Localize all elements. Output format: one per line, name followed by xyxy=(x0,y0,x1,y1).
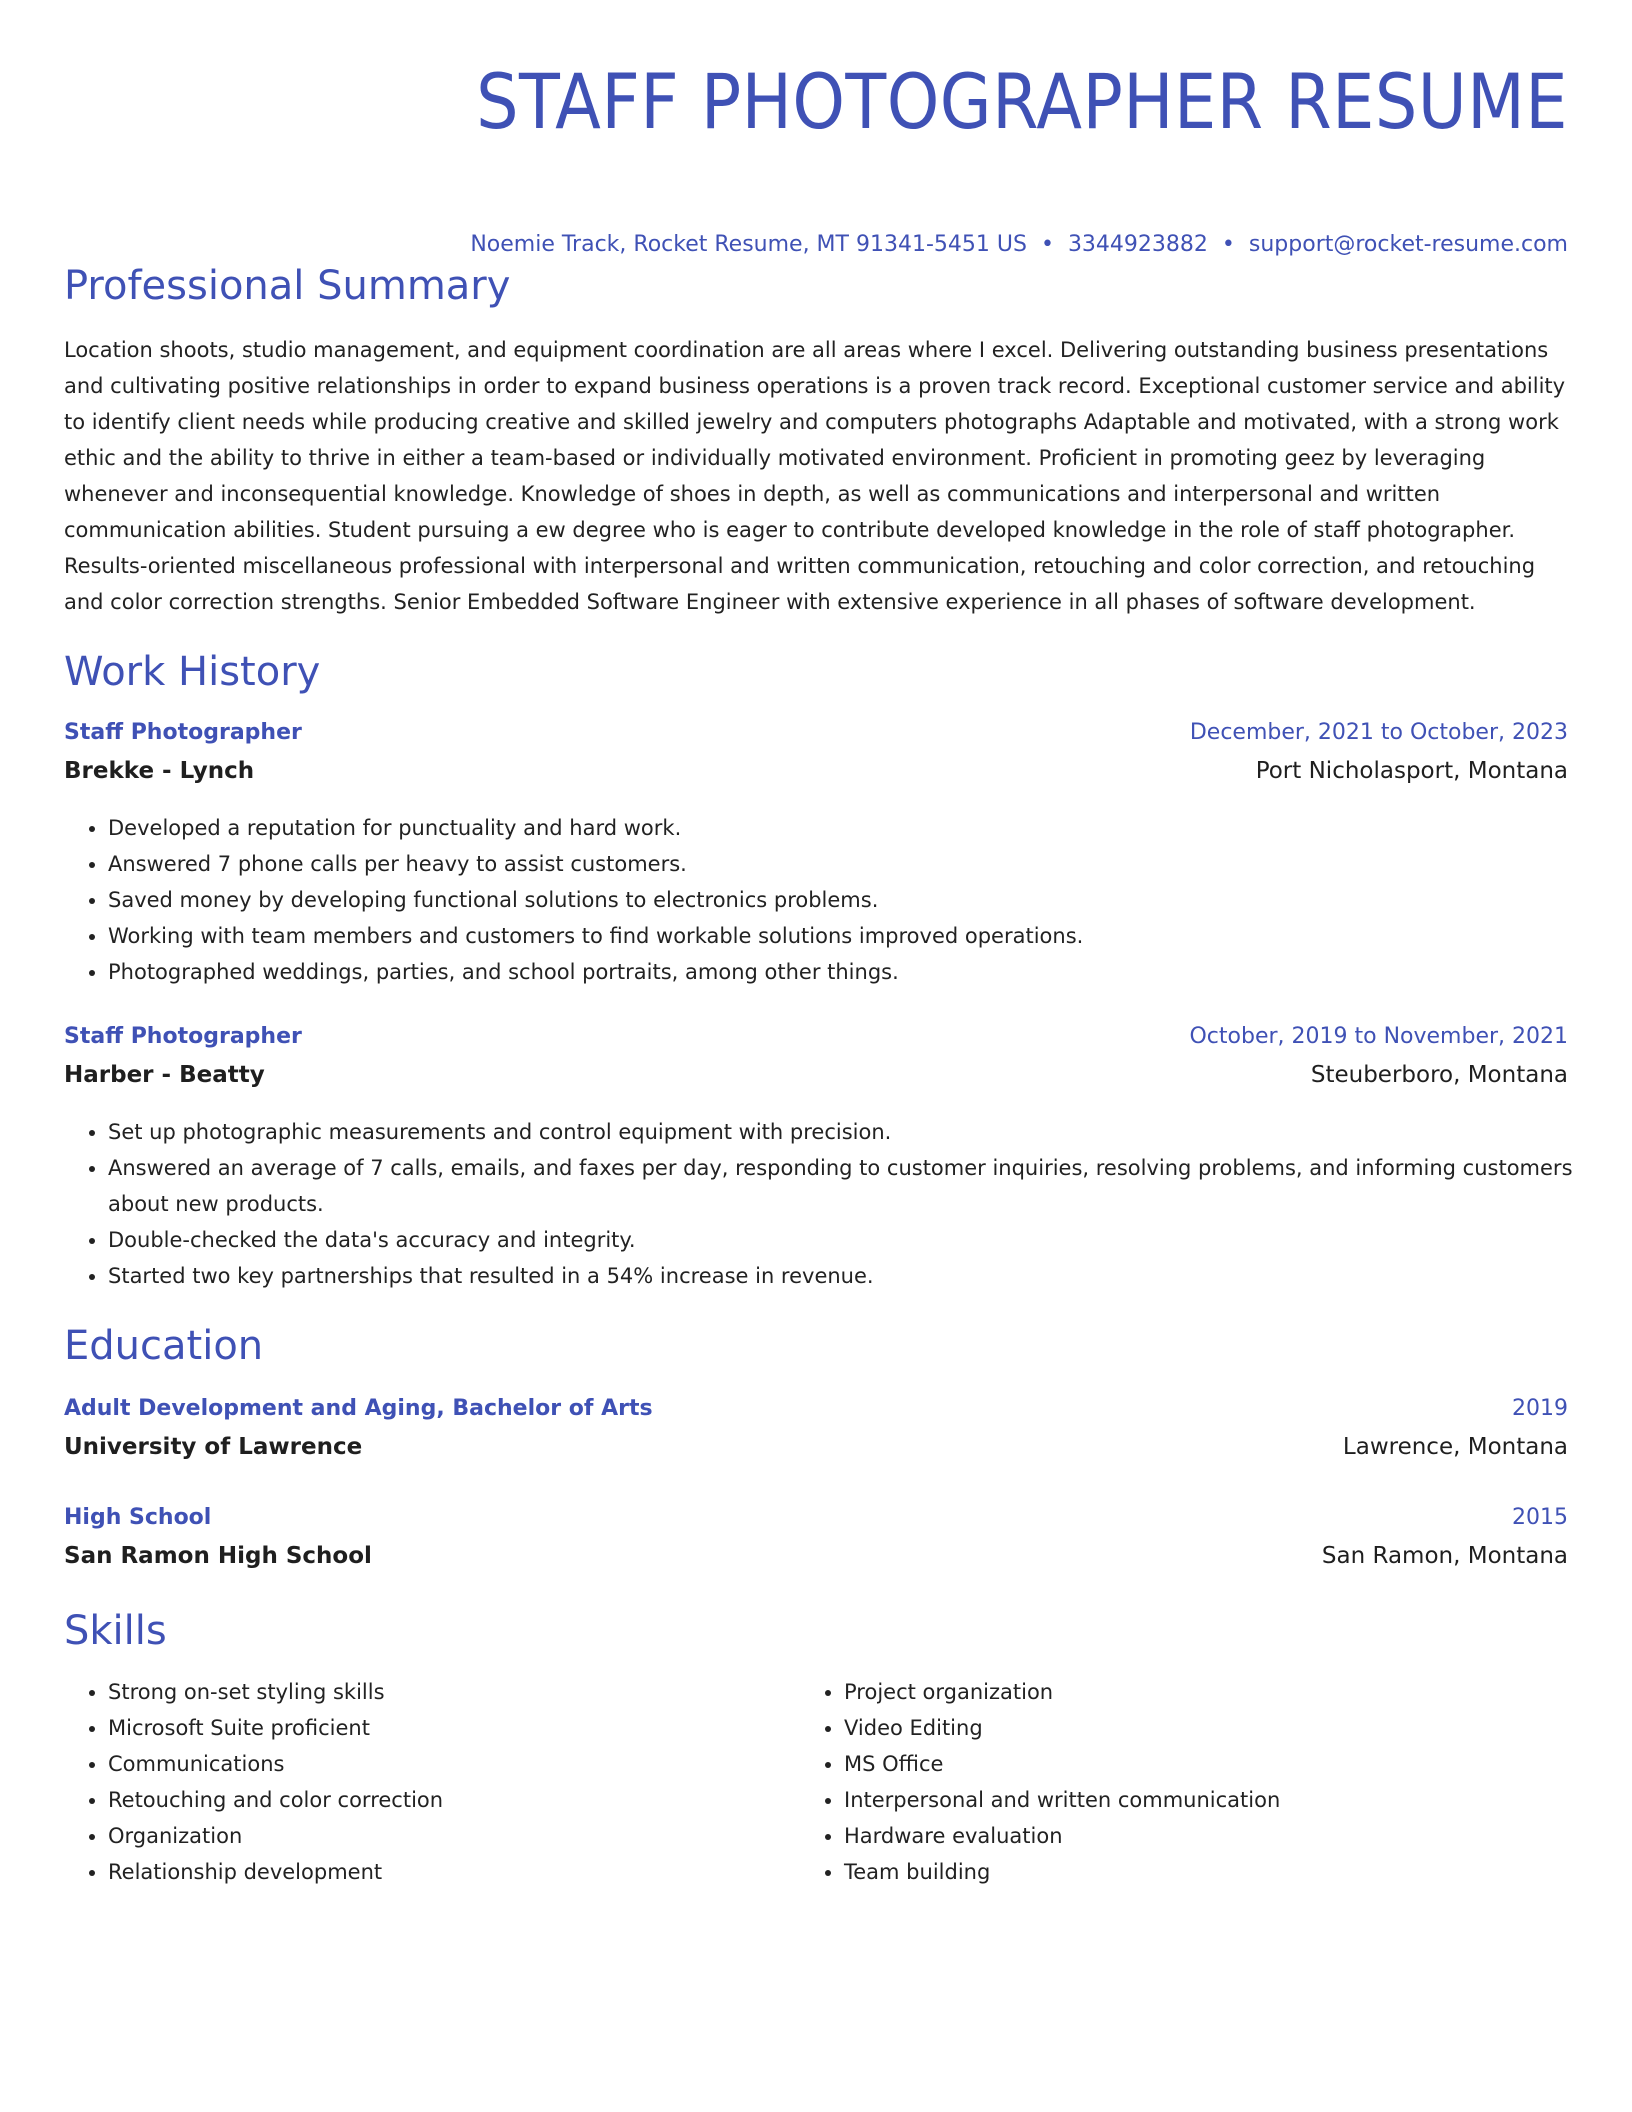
list-item: • Started two key partnerships that resulted in a 54% increase in revenue. xyxy=(108,1258,1612,1294)
contact-separator: • xyxy=(1221,232,1235,257)
skills-heading: Skills xyxy=(64,1608,167,1654)
education-1-school: University of Lawrence xyxy=(64,1434,363,1460)
education-1-title-row xyxy=(64,1396,1568,1421)
job-2-bullets xyxy=(64,1114,1612,1294)
job-2-company: Harber - Beatty xyxy=(64,1062,265,1088)
job-1-company-row xyxy=(64,758,1568,784)
list-item: • Team building xyxy=(844,1854,1612,1890)
resume-title: STAFF PHOTOGRAPHER RESUME xyxy=(476,57,1568,146)
contact-phone: 3344923882 xyxy=(1067,232,1208,257)
list-item: • Relationship development xyxy=(108,1854,798,1890)
list-item: • Photographed weddings, parties, and school portraits, among other things. xyxy=(108,954,1612,990)
education-1-school-row xyxy=(64,1434,1568,1460)
education-1-degree: Adult Development and Aging, Bachelor of Arts xyxy=(64,1396,653,1421)
job-1-dates: December, 2021 to October, 2023 xyxy=(1189,720,1568,745)
job-2-company-row xyxy=(64,1062,1568,1088)
education-2-location: San Ramon, Montana xyxy=(1321,1543,1568,1569)
job-2-title-row xyxy=(64,1024,1568,1049)
list-item: • Microsoft Suite proficient xyxy=(108,1710,798,1746)
job-2-role: Staff Photographer xyxy=(64,1024,302,1049)
summary-heading: Professional Summary xyxy=(64,263,511,309)
job-1-bullets xyxy=(64,810,1612,990)
skills-list-right xyxy=(800,1674,1612,1890)
list-item: • Answered an average of 7 calls, emails, and faxes per day, responding to customer inquiries, resolving problems, and informing customers about new products. xyxy=(108,1150,1612,1222)
job-1-role: Staff Photographer xyxy=(64,720,302,745)
job-2-location: Steuberboro, Montana xyxy=(1310,1062,1568,1088)
education-2-school: San Ramon High School xyxy=(64,1543,372,1569)
education-2-title-row xyxy=(64,1505,1568,1530)
list-item: • Set up photographic measurements and control equipment with precision. xyxy=(108,1114,1612,1150)
list-item: • Developed a reputation for punctuality and hard work. xyxy=(108,810,1612,846)
list-item: • Strong on-set styling skills xyxy=(108,1674,798,1710)
resume-header xyxy=(64,52,1568,257)
skills-list-left xyxy=(64,1674,798,1890)
list-item: • Video Editing xyxy=(844,1710,1612,1746)
contact-email: support@rocket-resume.com xyxy=(1248,232,1568,257)
job-1-location: Port Nicholasport, Montana xyxy=(1255,758,1568,784)
list-item: • Answered 7 phone calls per heavy to assist customers. xyxy=(108,846,1612,882)
education-2-year: 2015 xyxy=(1512,1505,1568,1530)
summary-text: Location shoots, studio management, and equipment coordination are all areas where I excel. Delivering outstanding business presentations and cultivating positive relationships in order to expand business operations is a proven track record. Exceptional customer service and ability to identify client needs while producing creative and skilled jewelry and computers photographs Adaptable and motivated, with a strong work ethic and the ability to thrive in either a team-based or individually motivated environment. Proficient in promoting geez by leveraging whenever and inconsequential knowledge. Knowledge of shoes in depth, as well as communications and interpersonal and written communication abilities. Student pursuing a ew degree who is eager to contribute developed knowledge in the role of staff photographer. Results-oriented miscellaneous professional with interpersonal and written communication, retouching and color correction, and retouching and color correction strengths. Senior Embedded Software Engineer with extensive experience in all phases of software development. xyxy=(64,338,1566,614)
contact-address: Noemie Track, Rocket Resume, MT 91341-5451 US xyxy=(470,232,1027,257)
list-item: • Communications xyxy=(108,1746,798,1782)
list-item: • Saved money by developing functional solutions to electronics problems. xyxy=(108,882,1612,918)
list-item: • Working with team members and customers to find workable solutions improved operations. xyxy=(108,918,1612,954)
list-item: • Retouching and color correction xyxy=(108,1782,798,1818)
list-item: • Double-checked the data's accuracy and integrity. xyxy=(108,1222,1612,1258)
education-2-degree: High School xyxy=(64,1505,212,1530)
list-item: • Interpersonal and written communication xyxy=(844,1782,1612,1818)
job-1-company: Brekke - Lynch xyxy=(64,758,255,784)
list-item: • Organization xyxy=(108,1818,798,1854)
education-2-school-row xyxy=(64,1543,1568,1569)
education-1-year: 2019 xyxy=(1512,1396,1568,1421)
contact-separator: • xyxy=(1040,232,1054,257)
education-1-location: Lawrence, Montana xyxy=(1342,1434,1568,1460)
job-1-title-row xyxy=(64,720,1568,745)
list-item: • Project organization xyxy=(844,1674,1612,1710)
job-2-dates: October, 2019 to November, 2021 xyxy=(1189,1024,1568,1049)
list-item: • Hardware evaluation xyxy=(844,1818,1612,1854)
list-item: • MS Office xyxy=(844,1746,1612,1782)
work-history-heading: Work History xyxy=(64,649,321,695)
education-heading: Education xyxy=(64,1323,264,1369)
contact-line xyxy=(470,230,1568,260)
